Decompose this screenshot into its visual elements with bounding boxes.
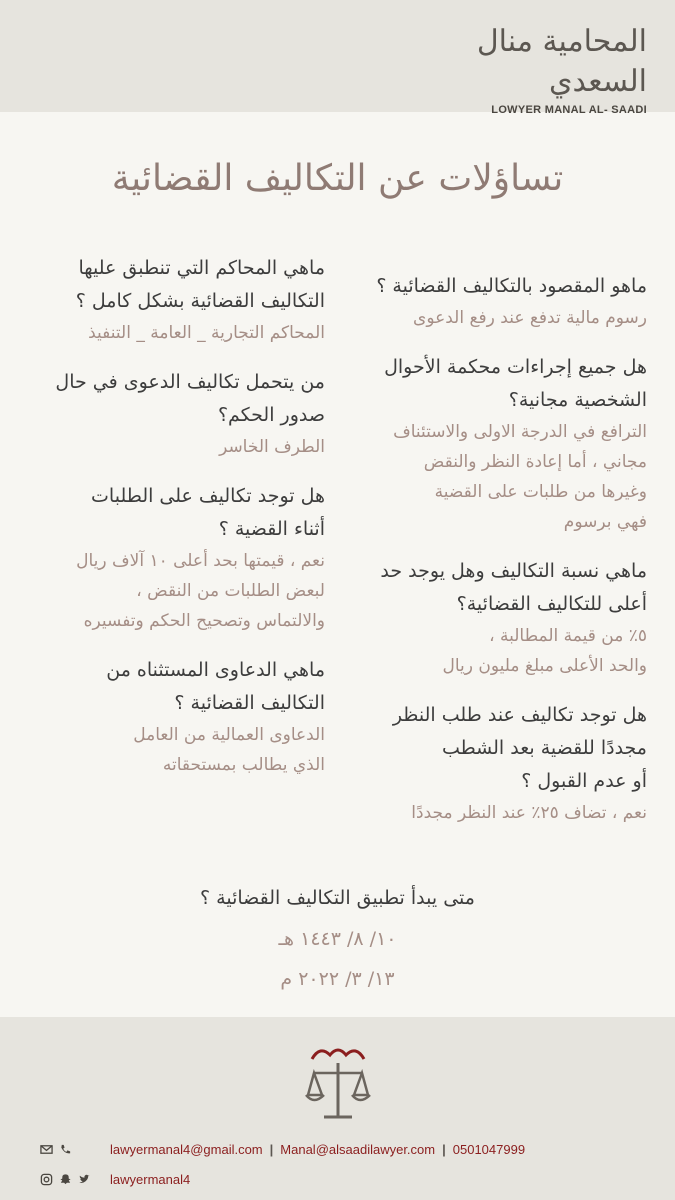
- qa-block: [20, 366, 325, 462]
- phone-icon: [59, 1143, 72, 1156]
- question-line: ماهي الدعاوى المستثناه من: [106, 659, 325, 681]
- question-line: هل جميع إجراءات محكمة الأحوال: [384, 356, 647, 378]
- logo-arabic: المحامية منال السعدي: [476, 24, 647, 99]
- final-question-block: [0, 882, 675, 995]
- question-line: ماهي نسبة التكاليف وهل يوجد حد: [380, 560, 647, 582]
- final-question: متى يبدأ تطبيق التكاليف القضائية ؟: [200, 887, 475, 909]
- question-line: التكاليف القضائية ؟: [174, 692, 325, 714]
- header-band: [0, 0, 675, 116]
- answer-line: لبعض الطلبات من النقض ،: [136, 581, 325, 601]
- twitter-icon: [78, 1173, 91, 1186]
- email-link-secondary[interactable]: Manal@alsaadilawyer.com: [280, 1142, 436, 1157]
- question-line: هل توجد تكاليف على الطلبات: [91, 485, 325, 507]
- answer-line: وغيرها من طلبات على القضية: [434, 482, 647, 502]
- question-line: الشخصية مجانية؟: [508, 389, 647, 411]
- answer-line: مجاني ، أما إعادة النظر والنقض: [423, 452, 647, 472]
- logo: [447, 22, 647, 116]
- question-line: من يتحمل تكاليف الدعوى في حال: [55, 371, 325, 393]
- email-link[interactable]: lawyermanal4@gmail.com: [110, 1142, 263, 1157]
- left-column: [20, 252, 325, 798]
- snapchat-icon: [59, 1173, 72, 1186]
- question-line: ماهي المحاكم التي تنطبق عليها: [78, 257, 325, 279]
- answer-line: رسوم مالية تدفع عند رفع الدعوى: [413, 308, 647, 328]
- footer-band: [0, 1017, 675, 1200]
- question-line: صدور الحكم؟: [217, 404, 325, 426]
- answer-line: الترافع في الدرجة الاولى والاستئناف: [393, 422, 647, 442]
- qa-block: [325, 555, 647, 681]
- contact-row-social: [40, 1172, 190, 1187]
- answer-line: والحد الأعلى مبلغ مليون ريال: [442, 656, 647, 676]
- qa-block: [325, 699, 647, 828]
- answer-line: نعم ، تضاف ٢٥٪ عند النظر مجددًا: [411, 803, 647, 823]
- envelope-icon: [40, 1143, 53, 1156]
- question-line: هل توجد تكاليف عند طلب النظر: [392, 704, 647, 726]
- question-line: ماهو المقصود بالتكاليف القضائية ؟: [376, 275, 647, 297]
- question-line: أو عدم القبول ؟: [521, 770, 647, 792]
- phone-number[interactable]: 0501047999: [452, 1142, 526, 1157]
- instagram-icon: [40, 1173, 53, 1186]
- answer-line: والالتماس وتصحيح الحكم وتفسيره: [83, 611, 325, 631]
- final-answer-hijri: ١٠/ ٨/ ١٤٤٣ هـ: [278, 928, 397, 950]
- question-line: مجددًا للقضية بعد الشطب: [441, 737, 647, 759]
- qa-block: [20, 480, 325, 636]
- question-line: التكاليف القضائية بشكل كامل ؟: [75, 290, 325, 312]
- qa-block: [325, 270, 647, 333]
- answer-line: نعم ، قيمتها بحد أعلى ١٠ آلاف ريال: [76, 551, 325, 571]
- final-answer-gregorian: ١٣/ ٣/ ٢٠٢٢ م: [280, 968, 395, 990]
- answer-line: الذي يطالب بمستحقاته: [162, 755, 325, 775]
- answer-line: الطرف الخاسر: [219, 437, 325, 457]
- qa-block: [20, 654, 325, 780]
- logo-english: LOWYER MANAL AL- SAADI: [491, 104, 647, 116]
- answer-line: المحاكم التجارية _ العامة _ التنفيذ: [88, 323, 325, 343]
- answer-line: الدعاوى العمالية من العامل: [133, 725, 325, 745]
- social-handle[interactable]: lawyermanal4: [110, 1172, 191, 1187]
- page-title: تساؤلات عن التكاليف القضائية: [111, 158, 564, 199]
- scales-emblem-icon: [298, 1037, 378, 1127]
- right-column: [325, 270, 647, 846]
- separator: |: [269, 1142, 274, 1157]
- qa-block: [325, 351, 647, 537]
- question-line: أعلى للتكاليف القضائية؟: [456, 593, 647, 615]
- answer-line: ٥٪ من قيمة المطالبة ،: [489, 626, 647, 646]
- qa-block: [20, 252, 325, 348]
- separator: |: [442, 1142, 446, 1157]
- question-line: أثناء القضية ؟: [218, 518, 325, 540]
- answer-line: فهي برسوم: [563, 512, 647, 532]
- contact-row-primary: [40, 1142, 525, 1157]
